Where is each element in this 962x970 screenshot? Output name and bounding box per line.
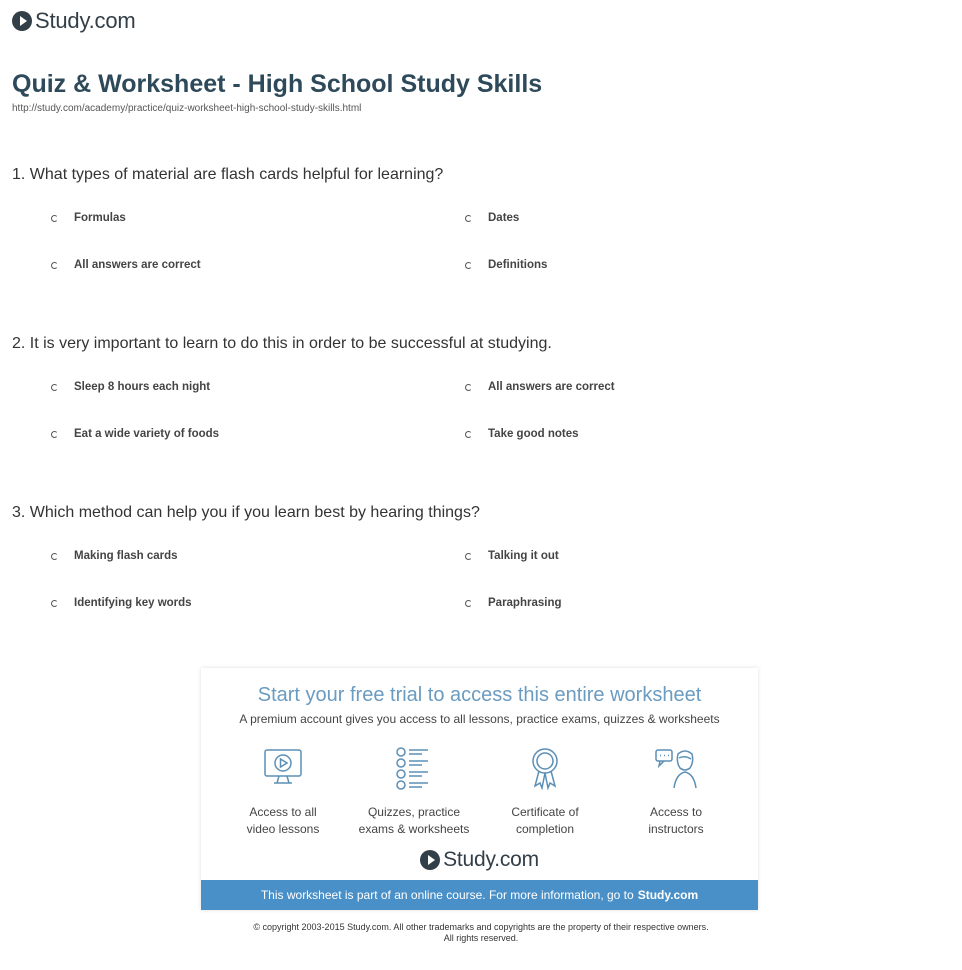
promo-subheading: A premium account gives you access to all lessons, practice exams, quizzes & worksheets xyxy=(239,712,720,726)
radio-icon[interactable] xyxy=(51,384,58,391)
feature-quizzes xyxy=(354,746,474,838)
question-1: 1. What types of material are flash cards helpful for learning? xyxy=(12,166,444,183)
radio-icon[interactable] xyxy=(465,600,472,607)
option-q3-b[interactable]: Talking it out xyxy=(465,550,559,562)
radio-icon[interactable] xyxy=(465,431,472,438)
option-q1-c[interactable]: All answers are correct xyxy=(51,259,201,271)
radio-icon[interactable] xyxy=(51,215,58,222)
option-q2-d[interactable]: Take good notes xyxy=(465,428,579,440)
checklist-icon xyxy=(392,746,436,790)
radio-icon[interactable] xyxy=(465,553,472,560)
option-q1-b[interactable]: Dates xyxy=(465,212,519,224)
option-q2-c[interactable]: Eat a wide variety of foods xyxy=(51,428,219,440)
radio-icon[interactable] xyxy=(51,553,58,560)
feature-video-lessons xyxy=(223,746,343,838)
option-q3-a[interactable]: Making flash cards xyxy=(51,550,178,562)
promo-heading[interactable]: Start your free trial to access this entire worksheet xyxy=(257,684,702,706)
option-q2-b[interactable]: All answers are correct xyxy=(465,381,615,393)
radio-icon[interactable] xyxy=(51,431,58,438)
page-title: Quiz & Worksheet - High School Study Skills xyxy=(12,70,543,98)
course-info-bar: This worksheet is part of an online course. For more information, go to Study.com xyxy=(201,880,758,910)
play-logo-icon xyxy=(420,850,440,870)
question-2: 2. It is very important to learn to do this in order to be successful at studying. xyxy=(12,335,552,352)
radio-icon[interactable] xyxy=(465,262,472,269)
feature-label: Certificate of completion xyxy=(511,805,579,836)
instructor-chat-icon xyxy=(654,746,698,790)
feature-certificate xyxy=(485,746,605,838)
feature-label: Access to instructors xyxy=(648,805,704,836)
study-logo[interactable] xyxy=(12,8,136,34)
logo-text: Study.com xyxy=(35,8,136,33)
feature-label: Access to all video lessons xyxy=(246,805,320,836)
study-link[interactable]: Study.com xyxy=(637,888,699,902)
option-q3-c[interactable]: Identifying key words xyxy=(51,597,192,609)
video-monitor-icon xyxy=(261,746,305,790)
option-q1-a[interactable]: Formulas xyxy=(51,212,126,224)
feature-label: Quizzes, practice exams & worksheets xyxy=(358,805,470,836)
radio-icon[interactable] xyxy=(465,215,472,222)
page-url: http://study.com/academy/practice/quiz-worksheet-high-school-study-skills.html xyxy=(12,103,362,114)
copyright-footer: © copyright 2003-2015 Study.com. All other trademarks and copyrights are the property of their respective owners. All rights reserved. xyxy=(253,922,709,943)
feature-instructors xyxy=(616,746,736,838)
option-q1-d[interactable]: Definitions xyxy=(465,259,547,271)
radio-icon[interactable] xyxy=(51,262,58,269)
promo-study-logo[interactable]: Study.com xyxy=(201,848,758,872)
radio-icon[interactable] xyxy=(465,384,472,391)
option-q2-a[interactable]: Sleep 8 hours each night xyxy=(51,381,210,393)
free-trial-promo xyxy=(201,668,758,910)
question-3: 3. Which method can help you if you learn best by hearing things? xyxy=(12,504,480,521)
option-q3-d[interactable]: Paraphrasing xyxy=(465,597,562,609)
play-logo-icon xyxy=(12,11,32,31)
radio-icon[interactable] xyxy=(51,600,58,607)
certificate-ribbon-icon xyxy=(523,746,567,790)
